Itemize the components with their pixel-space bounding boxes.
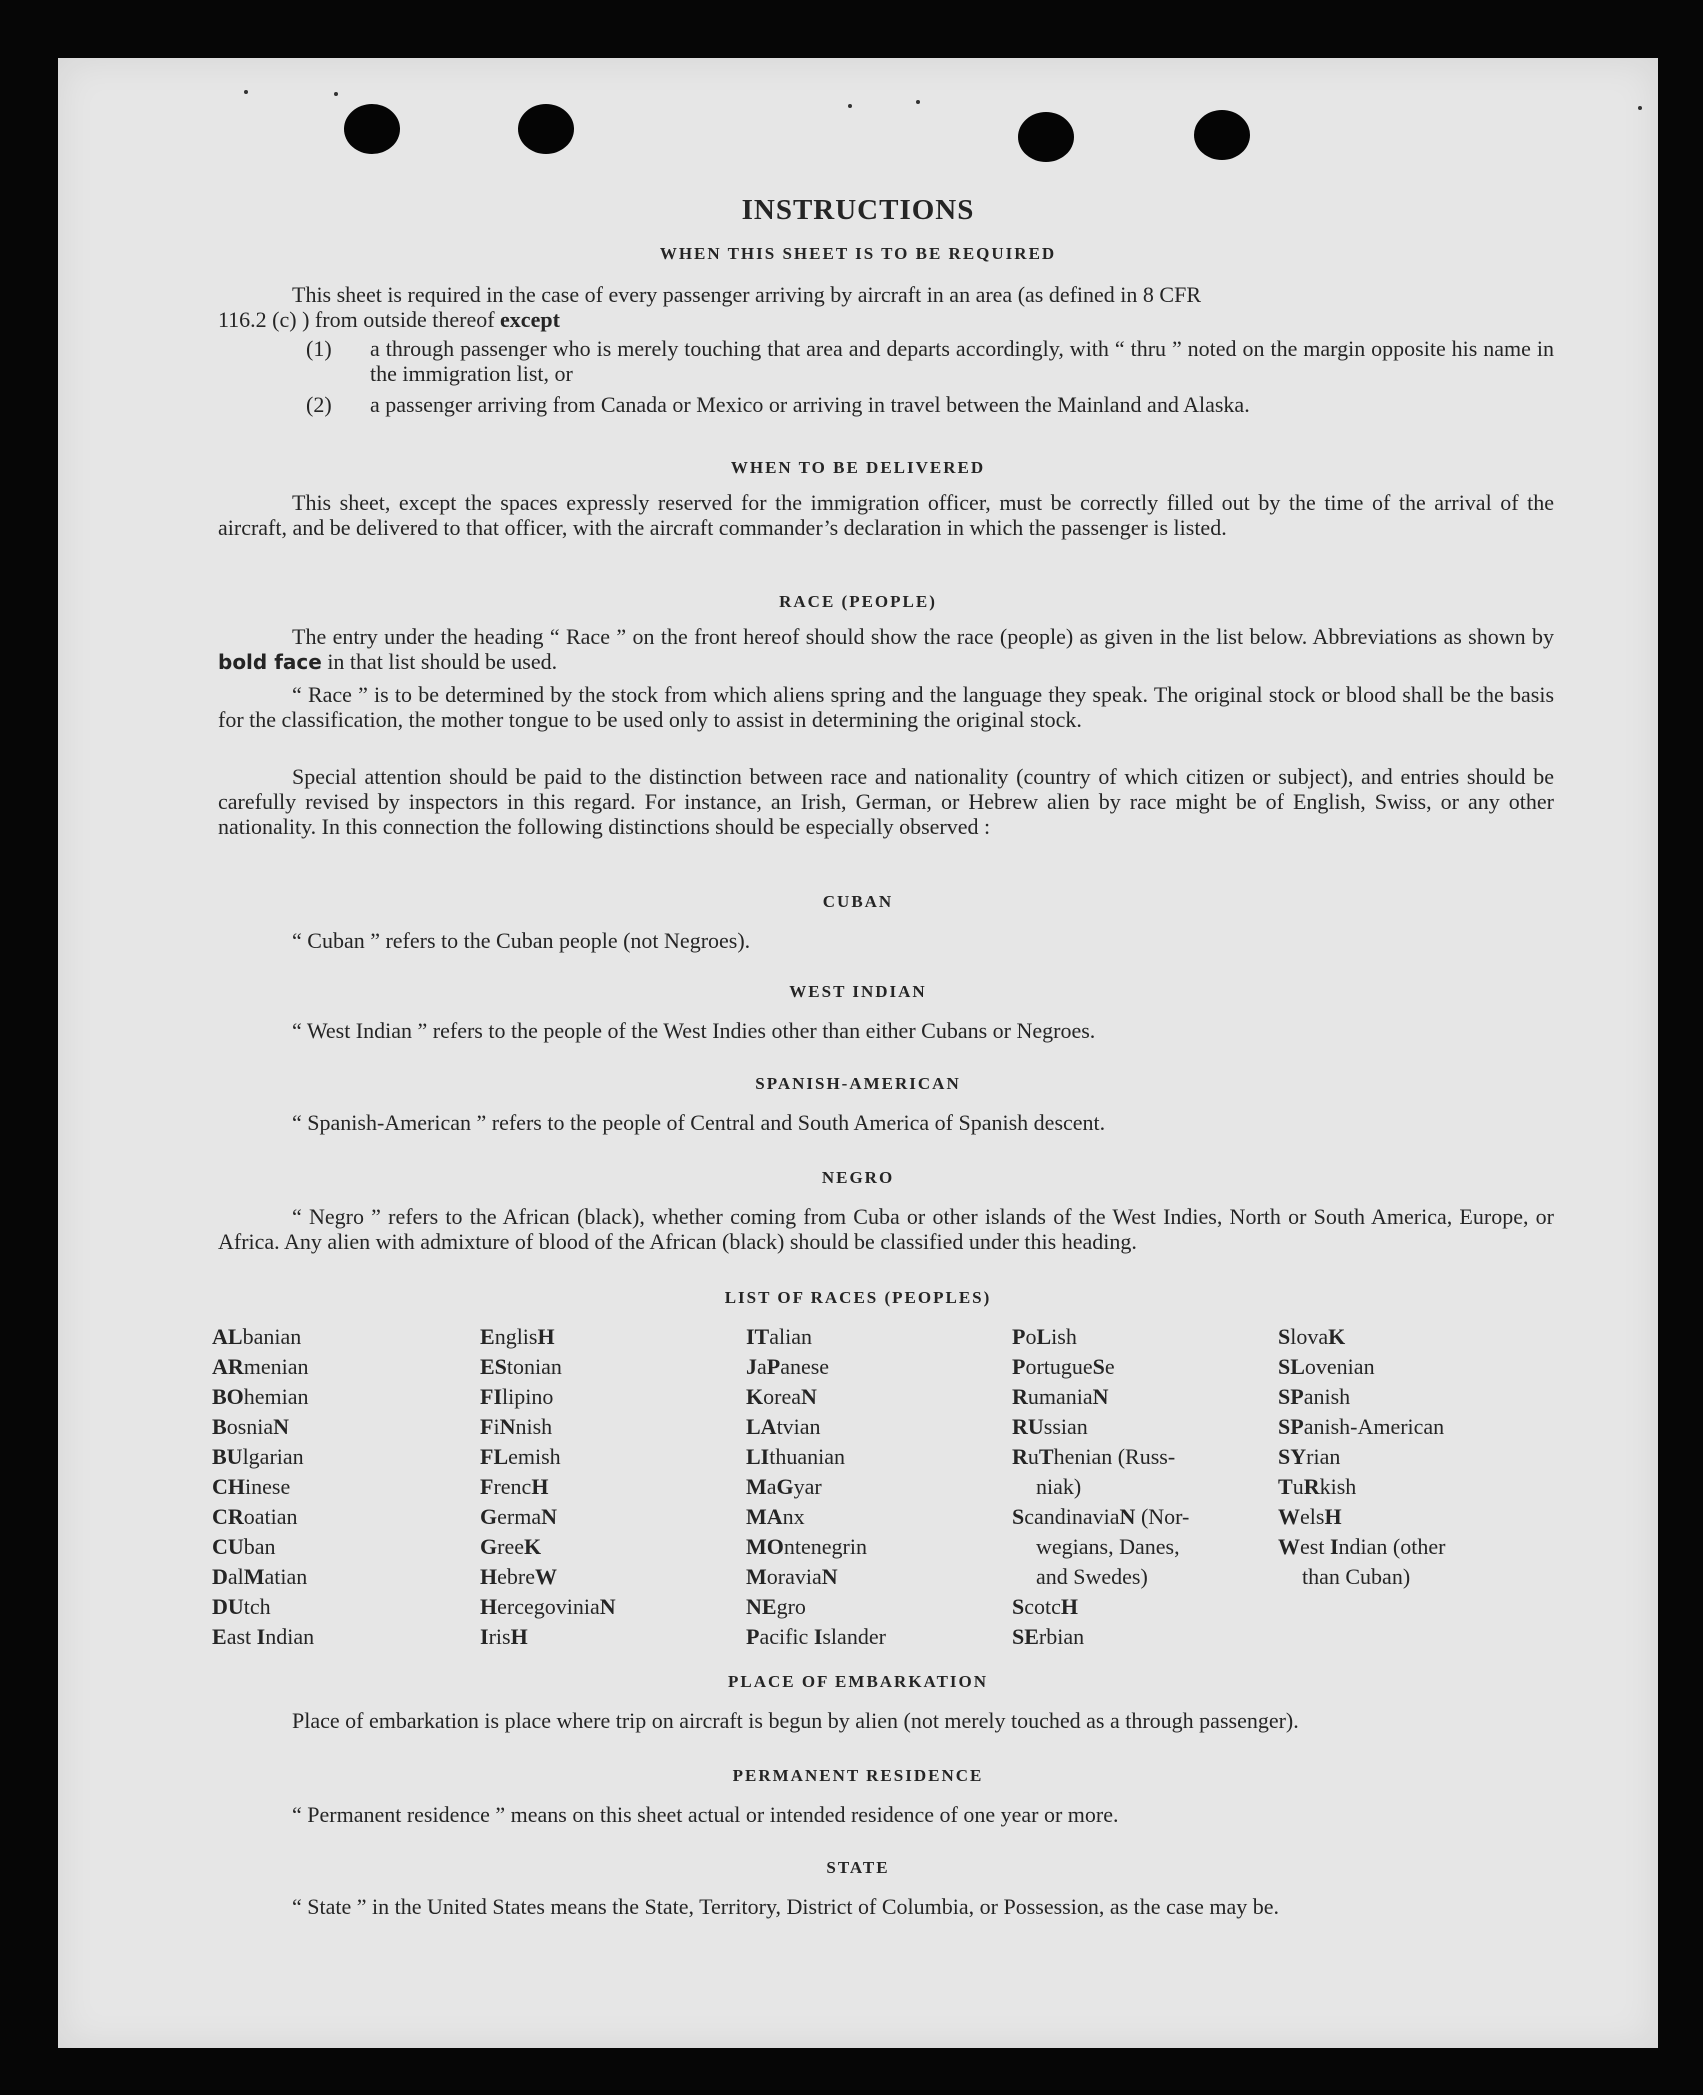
race-abbrev: N [821,1564,838,1589]
race-text-2-body: “ Race ” is to be determined by the stock from which aliens spring and the language they speak. The original stock or blood shall be the basis for the classification, the mother tongue to be used only to assist in determining the original stock. [218,682,1554,732]
race-rest: u [1292,1474,1304,1499]
speck [244,90,248,94]
race-abbrev: BO [212,1384,244,1409]
item-number: (1) [306,336,332,361]
race-abbrev: R [1012,1384,1028,1409]
embarkation-body: Place of embarkation is place where trip on aircraft is begun by alien (not merely touched as a through passenger). [292,1708,1299,1733]
race-rest: inese [245,1474,291,1499]
race-text-bold: bold face [218,650,322,674]
race-rest: al [227,1564,244,1589]
race-rest: tonian [506,1354,562,1379]
race-rest: els [1300,1504,1325,1529]
race-rest: ban [243,1534,276,1559]
race-rest: tvian [776,1414,821,1439]
race-abbrev: H [1060,1594,1079,1619]
race-entry [746,1382,886,1412]
race-rest: oatian [243,1504,298,1529]
heading-list-of-races: LIST OF RACES (PEOPLES) [724,1288,992,1307]
race-rest: nglis [494,1324,538,1349]
race-abbrev: N [1092,1384,1109,1409]
race-rest: (Nor- [1135,1504,1190,1529]
required-line-2-text: 116.2 (c) ) from outside thereof [218,307,501,332]
race-abbrev: N [273,1414,290,1439]
race-abbrev: N [800,1384,817,1409]
race-entry [1012,1442,1189,1472]
race-abbrev: N [541,1504,557,1529]
race-abbrev: K [1328,1324,1346,1349]
race-abbrev: SP [1278,1384,1304,1409]
race-entry [480,1592,616,1622]
race-entry [212,1442,314,1472]
race-rest: ndian (other [1338,1534,1446,1559]
exception-item-2 [306,392,1554,417]
race-entry [212,1412,314,1442]
race-entry: and Swedes) [1036,1564,1148,1589]
cuban-body: “ Cuban ” refers to the Cuban people (not Negroes). [292,928,751,953]
race-abbrev: MO [746,1534,784,1559]
race-rest: ris [488,1624,511,1649]
race-rest: hemian [243,1384,309,1409]
delivered-text [218,490,1554,540]
race-rest: erma [497,1504,542,1529]
state-text [218,1894,1554,1919]
race-rest: est [1300,1534,1330,1559]
race-abbrev: F [480,1474,494,1499]
race-rest: orea [763,1384,801,1409]
race-abbrev: R [1012,1444,1028,1469]
race-abbrev: W [534,1564,557,1589]
races-column [480,1322,616,1652]
speck [1638,106,1642,110]
race-entry [480,1532,616,1562]
race-entry [212,1562,314,1592]
race-entry [746,1592,886,1622]
race-abbrev: N [499,1414,516,1439]
race-text-2 [218,682,1554,732]
race-rest: ree [497,1534,524,1559]
race-abbrev: NE [746,1594,777,1619]
race-rest: nx [782,1504,805,1529]
race-rest: ssian [1043,1414,1088,1439]
heading-cuban: CUBAN [822,892,894,911]
race-rest: candinavia [1024,1504,1120,1529]
race-entry: than Cuban) [1302,1564,1411,1589]
race-entry [1278,1502,1445,1532]
race-text-1a: The entry under the heading “ Race ” on the front hereof should show the race (people) as given in the list below. Abbreviations as shown by [292,624,1554,649]
race-abbrev: I [480,1624,489,1649]
race-abbrev: M [746,1474,767,1499]
race-abbrev: IT [746,1324,770,1349]
race-rest: henian (Russ- [1053,1444,1176,1469]
race-abbrev: K [746,1384,764,1409]
race-entry [480,1472,616,1502]
race-entry [1012,1352,1189,1382]
race-abbrev: S [1278,1324,1291,1349]
race-abbrev: D [212,1564,228,1589]
race-rest: menian [243,1354,309,1379]
race-entry [1278,1322,1445,1352]
race-text-1c: in that list should be used. [321,649,558,674]
race-rest: rbian [1038,1624,1085,1649]
race-entry [212,1322,314,1352]
race-abbrev: CH [212,1474,245,1499]
race-abbrev: M [243,1564,265,1589]
race-entry [1278,1532,1445,1562]
race-abbrev: G [480,1534,498,1559]
race-entry [746,1412,886,1442]
race-entry [212,1532,314,1562]
race-entry [746,1532,886,1562]
race-abbrev: I [256,1624,266,1649]
race-entry [1278,1472,1445,1502]
race-abbrev: E [480,1324,495,1349]
race-entry [1012,1592,1189,1622]
item-number: (2) [306,392,332,417]
race-abbrev: P [1012,1324,1026,1349]
race-abbrev: M [746,1564,767,1589]
race-rest: u [1027,1444,1039,1469]
race-abbrev: LI [746,1444,770,1469]
race-rest: anish [1303,1384,1351,1409]
race-abbrev: S [1012,1594,1025,1619]
race-rest: anese [780,1354,830,1379]
spanish-american-body: “ Spanish-American ” refers to the people of Central and South America of Spanish descent. [292,1110,1106,1135]
race-abbrev: T [1038,1444,1054,1469]
race-abbrev: B [212,1414,227,1439]
race-rest: renc [493,1474,532,1499]
race-entry [746,1622,886,1652]
race-abbrev: H [480,1564,498,1589]
race-entry [1012,1502,1189,1532]
race-rest: ish [1051,1324,1077,1349]
punch-hole [518,104,574,154]
race-abbrev: G [480,1504,498,1529]
race-abbrev: ES [480,1354,507,1379]
race-rest: ovenian [1304,1354,1375,1379]
speck [916,100,920,104]
race-entry [480,1322,616,1352]
race-entry: wegians, Danes, [1036,1534,1180,1559]
race-abbrev: H [537,1324,555,1349]
spanish-american-text [218,1110,1554,1135]
race-abbrev: CU [212,1534,244,1559]
race-entry [480,1382,616,1412]
heading-state: STATE [826,1858,890,1877]
race-abbrev: SE [1012,1624,1039,1649]
west-indian-body: “ West Indian ” refers to the people of the West Indies other than either Cubans or Negroes. [292,1018,1096,1043]
race-rest: lipino [502,1384,554,1409]
race-abbrev: H [531,1474,549,1499]
exception-item-1 [306,336,1554,386]
race-abbrev: K [523,1534,542,1559]
race-rest: slander [822,1624,886,1649]
race-entry [746,1562,886,1592]
race-entry: niak) [1036,1474,1082,1499]
race-entry [1012,1622,1189,1652]
race-rest: ortugue [1025,1354,1093,1379]
race-entry [1012,1412,1189,1442]
race-entry [1278,1352,1445,1382]
race-entry [480,1442,616,1472]
race-rest: oravia [766,1564,822,1589]
document-sheet [58,58,1658,2048]
race-rest: cotc [1024,1594,1061,1619]
heading-west-indian: WEST INDIAN [789,982,927,1001]
race-abbrev: AR [212,1354,244,1379]
punch-hole [1194,110,1250,160]
item-text: a passenger arriving from Canada or Mexico or arriving in travel between the Mainland and Alaska. [370,392,1250,417]
race-abbrev: T [1278,1474,1293,1499]
required-text [218,282,1554,332]
race-abbrev: RU [1012,1414,1044,1439]
race-entry [480,1352,616,1382]
race-entry [212,1352,314,1382]
race-entry [1278,1412,1445,1442]
races-column [746,1322,886,1652]
races-column [212,1322,314,1652]
race-entry [746,1472,886,1502]
race-abbrev: N [599,1594,616,1619]
race-abbrev: FL [480,1444,509,1469]
heading-permanent-residence: PERMANENT RESIDENCE [732,1766,984,1785]
race-entry [1012,1382,1189,1412]
race-text-3 [218,764,1554,839]
race-entry [212,1502,314,1532]
race-rest: i [493,1414,500,1439]
item-text: a through passenger who is merely touching that area and departs accordingly, with “ thru ” noted on the margin opposite his name in the immigration list, or [370,336,1554,386]
race-abbrev: H [1324,1504,1342,1529]
race-entry [212,1472,314,1502]
race-abbrev: SP [1278,1414,1304,1439]
negro-body: “ Negro ” refers to the African (black), whether coming from Cuba or other islands of the West Indies, North or South America, Europe, or Africa. Any alien with admixture of blood of the African (black) should be classified under this heading. [218,1204,1554,1254]
embarkation-text [218,1708,1554,1733]
race-rest: a [757,1354,767,1379]
race-abbrev: SY [1278,1444,1307,1469]
race-rest: thuanian [769,1444,846,1469]
race-rest: anish-American [1303,1414,1445,1439]
race-rest: atian [264,1564,308,1589]
west-indian-text [218,1018,1554,1043]
race-entry [746,1502,886,1532]
race-entry [1012,1322,1189,1352]
races-column [1012,1322,1189,1652]
race-abbrev: P [766,1354,781,1379]
delivered-body: This sheet, except the spaces expressly reserved for the immigration officer, must be correctly filled out by the time of the arrival of the aircraft, and be delivered to that officer, with the aircraft commander’s declaration in which the passenger is listed. [218,490,1554,540]
race-rest: acific [759,1624,814,1649]
race-entry [212,1592,314,1622]
heading-spanish-american: SPANISH-AMERICAN [755,1074,961,1093]
race-entry [1278,1442,1445,1472]
race-rest: lova [1290,1324,1329,1349]
race-rest: rian [1306,1444,1341,1469]
race-entry [212,1382,314,1412]
race-abbrev: S [1012,1504,1025,1529]
race-abbrev: P [746,1624,760,1649]
race-entry [480,1502,616,1532]
race-abbrev: FI [480,1384,502,1409]
race-abbrev: L [1036,1324,1052,1349]
race-rest: ebre [497,1564,535,1589]
race-entry [480,1622,616,1652]
race-rest: gro [776,1594,806,1619]
race-rest: ercegovinia [497,1594,600,1619]
race-abbrev: H [480,1594,498,1619]
race-abbrev: F [480,1414,494,1439]
race-abbrev: SL [1278,1354,1305,1379]
race-abbrev: N [1119,1504,1136,1529]
required-line-1: This sheet is required in the case of every passenger arriving by aircraft in an area (as defined in 8 CFR [292,282,1202,307]
race-text-3-body: Special attention should be paid to the distinction between race and nationality (country of which citizen or subject), and entries should be carefully revised by inspectors in this regard. For instance, an Irish, German, or Hebrew alien by race might be of English, Swiss, or any other nationality. In this connection the following distinctions should be especially observed : [218,764,1554,839]
race-abbrev: S [1092,1354,1105,1379]
punch-hole [1018,112,1074,162]
race-rest: ast [226,1624,257,1649]
race-rest: osnia [226,1414,274,1439]
race-abbrev: BU [212,1444,243,1469]
race-entry [746,1442,886,1472]
race-rest: ntenegrin [783,1534,867,1559]
race-text-1 [218,624,1554,675]
cuban-text [218,928,1554,953]
heading-delivered: WHEN TO BE DELIVERED [730,458,986,477]
race-entry [480,1412,616,1442]
page-title: INSTRUCTIONS [741,194,975,226]
speck [848,104,852,108]
residence-text [218,1802,1554,1827]
race-entry [1278,1382,1445,1412]
race-entry [746,1352,886,1382]
race-abbrev: J [746,1354,757,1379]
race-rest: nish [515,1414,553,1439]
race-abbrev: P [1012,1354,1026,1379]
race-abbrev: CR [212,1504,244,1529]
required-except: except [500,307,560,332]
race-abbrev: W [1278,1534,1300,1559]
race-abbrev: MA [746,1504,783,1529]
race-rest: e [1104,1354,1115,1379]
race-entry [746,1322,886,1352]
race-abbrev: DU [212,1594,244,1619]
state-body: “ State ” in the United States means the State, Territory, District of Columbia, or Possession, as the case may be. [292,1894,1280,1919]
race-rest: emish [508,1444,561,1469]
race-rest: yar [793,1474,822,1499]
race-rest: banian [242,1324,302,1349]
race-entry [480,1562,616,1592]
speck [334,92,338,96]
race-rest: umania [1027,1384,1093,1409]
punch-hole [344,104,400,154]
heading-required: WHEN THIS SHEET IS TO BE REQUIRED [659,244,1057,263]
race-abbrev: G [776,1474,794,1499]
race-rest: tch [243,1594,271,1619]
race-rest: lgarian [242,1444,304,1469]
race-abbrev: I [813,1624,823,1649]
race-entry [212,1622,314,1652]
race-abbrev: LA [746,1414,777,1439]
race-rest: kish [1319,1474,1357,1499]
heading-race: RACE (PEOPLE) [779,592,937,611]
race-rest: alian [769,1324,813,1349]
race-rest: ndian [265,1624,315,1649]
negro-text [218,1204,1554,1254]
race-abbrev: R [1303,1474,1320,1499]
race-rest: a [766,1474,777,1499]
race-abbrev: I [1329,1534,1339,1559]
races-column [1278,1322,1445,1592]
race-abbrev: W [1278,1504,1300,1529]
race-abbrev: H [510,1624,528,1649]
heading-negro: NEGRO [821,1168,895,1187]
heading-embarkation: PLACE OF EMBARKATION [727,1672,989,1691]
race-abbrev: E [212,1624,227,1649]
race-abbrev: AL [212,1324,243,1349]
race-rest: o [1025,1324,1037,1349]
residence-body: “ Permanent residence ” means on this sheet actual or intended residence of one year or more. [292,1802,1119,1827]
required-line-2 [218,307,1554,332]
